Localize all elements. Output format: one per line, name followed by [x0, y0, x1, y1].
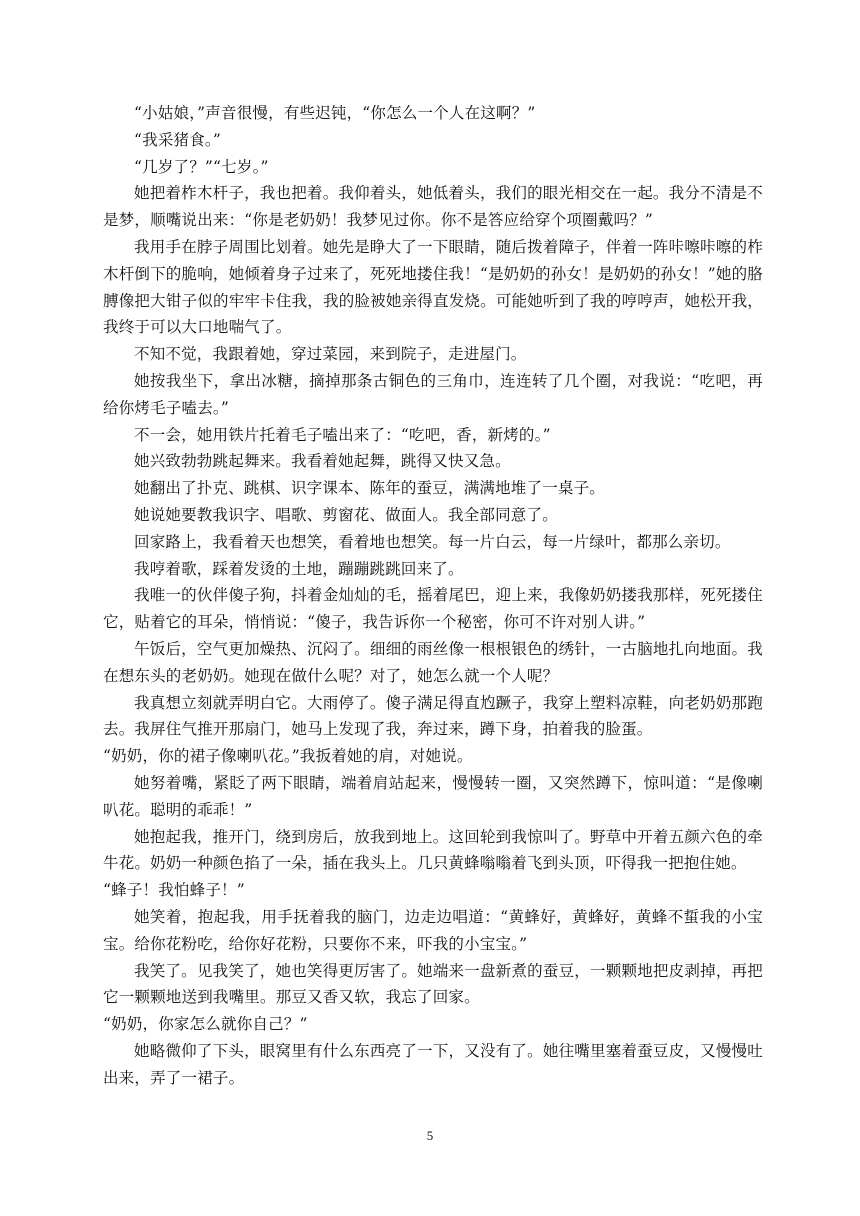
paragraph: 回家路上，我看着天也想笑，看着地也想笑。每一片白云，每一片绿叶，都那么亲切。	[134, 532, 731, 551]
paragraph: 不一会，她用铁片托着毛子嗑出来了：“吃吧，香，新烤的。”	[134, 425, 551, 444]
paragraph: “我采猪食。”	[134, 130, 221, 149]
paragraph: 我唯一的伙伴傻子狗，抖着金灿灿的毛，摇着尾巴，迎上来，我像奶奶搂我那样，死死搂住它，贴着它的耳朵，悄悄说：“傻子，我告诉你一个秘密，你可不许对别人讲。”	[103, 586, 763, 632]
paragraph: 我笑了。见我笑了，她也笑得更厉害了。她端来一盘新煮的蚕豆，一颗颗地把皮剥掉，再把它一颗颗地送到我嘴里。那豆又香又软，我忘了回家。	[103, 961, 763, 1007]
paragraph: “奶奶，你的裙子像喇叭花。”我扳着她的肩，对她说。	[103, 747, 473, 766]
body-text	[103, 100, 763, 1091]
paragraph: “小姑娘，”声音很慢，有些迟钝，“你怎么一个人在这啊？”	[134, 104, 536, 122]
paragraph: “几岁了？”“七岁。”	[134, 157, 269, 176]
paragraph: 她抱起我，推开门，绕到房后，放我到地上。这回轮到我惊叫了。野草中开着五颜六色的牵牛花。奶奶一种颜色掐了一朵，插在我头上。几只黄蜂嗡嗡着飞到头顶，吓得我一把抱住她。	[103, 827, 763, 873]
paragraph: 她努着嘴，紧眨了两下眼睛，端着肩站起来，慢慢转一圈，又突然蹲下，惊叫道：“是像喇叭花。聪明的乖乖！”	[103, 773, 763, 819]
paragraph: 她兴致勃勃跳起舞来。我看着她起舞，跳得又快又急。	[134, 452, 511, 471]
paragraph: 午饭后，空气更加燥热、沉闷了。细细的雨丝像一根根银色的绣针，一古脑地扎向地面。我在想东头的老奶奶。她现在做什么呢？对了，她怎么就一个人呢？	[103, 639, 763, 685]
paragraph: “蜂子！我怕蜂子！”	[103, 881, 245, 900]
paragraph: 她略微仰了下头，眼窝里有什么东西亮了一下，又没有了。她往嘴里塞着蚕豆皮，又慢慢吐出来，弄了一裙子。	[103, 1041, 763, 1087]
page-number: 5	[426, 1128, 434, 1143]
paragraph: “奶奶，你家怎么就你自己？”	[103, 1015, 308, 1034]
paragraph: 我真想立刻就弄明白它。大雨停了。傻子满足得直尥蹶子，我穿上塑料凉鞋，向老奶奶那跑去。我屏住气推开那扇门，她马上发现了我，奔过来，蹲下身，拍着我的脸蛋。	[103, 693, 763, 739]
paragraph: 我哼着歌，踩着发烫的土地，蹦蹦跳跳回来了。	[134, 559, 464, 578]
paragraph: 她把着柞木杆子，我也把着。我仰着头，她低着头，我们的眼光相交在一起。我分不清是不是梦，顺嘴说出来：“你是老奶奶！我梦见过你。你不是答应给穿个项圈戴吗？”	[103, 184, 763, 230]
paragraph: 她说她要教我识字、唱歌、剪窗花、做面人。我全部同意了。	[134, 505, 558, 524]
paragraph: 不知不觉，我跟着她，穿过菜园，来到院子，走进屋门。	[134, 345, 527, 364]
paragraph: 她笑着，抱起我，用手抚着我的脑门，边走边唱道：“黄蜂好，黄蜂好，黄蜂不蜇我的小宝宝。给你花粉吃，给你好花粉，只要你不来，吓我的小宝宝。”	[103, 907, 763, 953]
paragraph: 我用手在脖子周围比划着。她先是睁大了一下眼睛，随后拨着障子，伴着一阵咔嚓咔嚓的柞木杆倒下的脆响，她倾着身子过来了，死死地搂住我！“是奶奶的孙女！是奶奶的孙女！”她的胳膊像把大钳子似的牢牢卡住我，我的脸被她亲得直发烧。可能她听到了我的哼哼声，她松开我，我终于可以大口地喘气了。	[103, 237, 763, 337]
paragraph: 她翻出了扑克、跳棋、识字课本、陈年的蚕豆，满满地堆了一桌子。	[134, 479, 606, 498]
paragraph: 她按我坐下，拿出冰糖，摘掉那条古铜色的三角巾，连连转了几个圈，对我说：“吃吧，再给你烤毛子嗑去。”	[103, 371, 763, 417]
